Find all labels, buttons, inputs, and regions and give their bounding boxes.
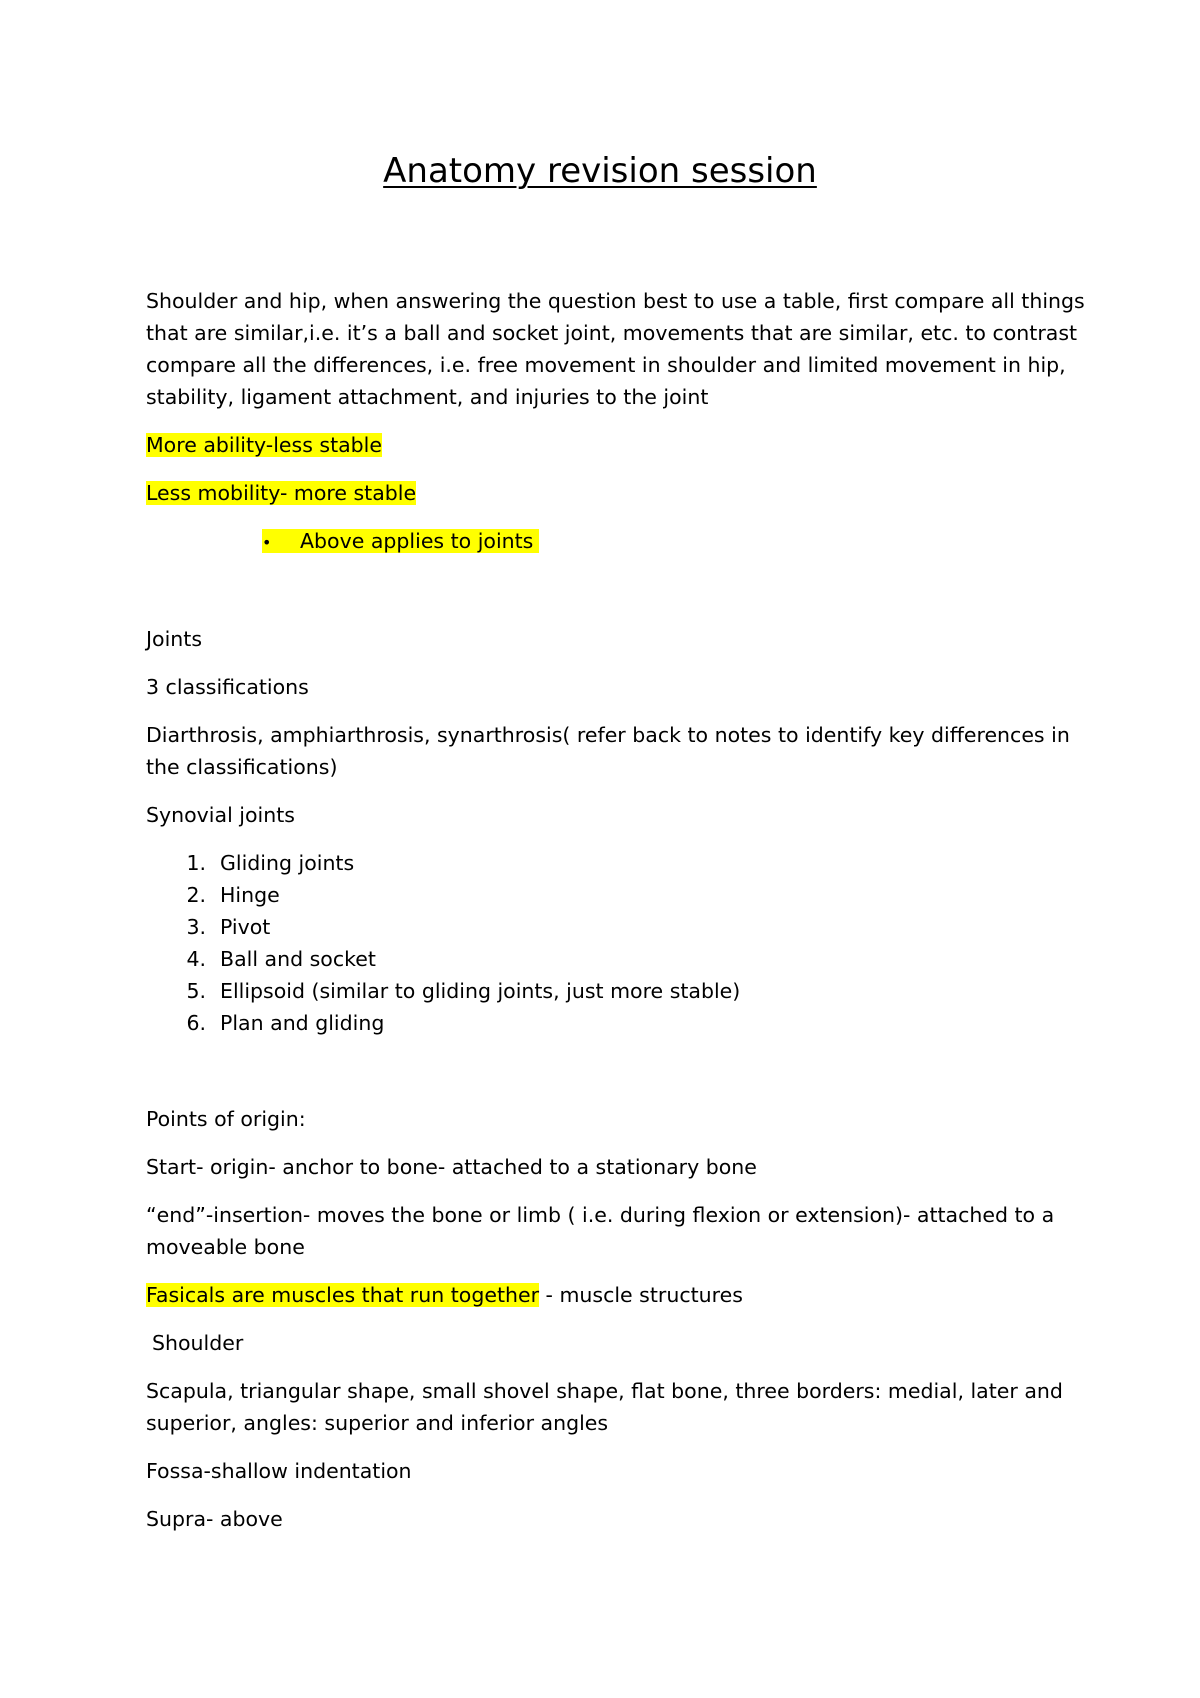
- supra-line: Supra- above: [146, 1507, 283, 1531]
- fascicals-highlight: Fasicals are muscles that run together: [146, 1283, 540, 1307]
- fascicals-rest: - muscle structures: [539, 1283, 743, 1307]
- highlight-line-1: [146, 429, 1086, 461]
- intro-paragraph: Shoulder and hip, when answering the question best to use a table, first compare all things that are similar,i.e. it’s a ball and socket joint, movements that are similar, etc. to contrast compare all the differences, i.e. free movement in shoulder and limited movement in hip, stability, ligament attachment, and injuries to the joint: [146, 289, 1085, 409]
- end-line: “end”-insertion- moves the bone or limb ( i.e. during flexion or extension)- attached to a moveable bone: [146, 1203, 1055, 1259]
- list-text: Plan and gliding: [220, 1011, 385, 1035]
- classifications-detail: Diarthrosis, amphiarthrosis, synarthrosis( refer back to notes to identify key differences in the classifications): [146, 723, 1070, 779]
- highlight-text-2: Less mobility- more stable: [146, 481, 417, 505]
- list-text: Pivot: [220, 915, 271, 939]
- list-item: [146, 1007, 1086, 1039]
- bullet-highlight: [262, 529, 539, 553]
- bullet-item: [146, 525, 1086, 559]
- document-title: Anatomy revision session: [383, 151, 817, 191]
- bullet-icon: •: [262, 533, 272, 552]
- list-text: Ellipsoid (similar to gliding joints, just more stable): [220, 979, 741, 1003]
- shoulder-heading: Shoulder: [152, 1331, 244, 1355]
- fossa-line: Fossa-shallow indentation: [146, 1459, 412, 1483]
- blank-spacer: [146, 575, 1086, 623]
- document-body: [146, 285, 1086, 1551]
- classifications-line: 3 classifications: [146, 675, 309, 699]
- list-number: 3.: [186, 915, 206, 939]
- highlight-text-1: More ability-less stable: [146, 433, 382, 457]
- list-item: [146, 911, 1086, 943]
- points-heading: Points of origin:: [146, 1107, 306, 1131]
- list-item: [146, 847, 1086, 879]
- joints-heading: Joints: [146, 627, 202, 651]
- list-text: Hinge: [220, 883, 280, 907]
- fascicals-line: [146, 1279, 1086, 1311]
- synovial-heading: Synovial joints: [146, 803, 295, 827]
- list-item: [146, 975, 1086, 1007]
- start-line: Start- origin- anchor to bone- attached to a stationary bone: [146, 1155, 757, 1179]
- highlight-line-2: [146, 477, 1086, 509]
- list-item: [146, 879, 1086, 911]
- list-number: 4.: [186, 947, 206, 971]
- list-text: Gliding joints: [220, 851, 355, 875]
- list-number: 6.: [186, 1011, 206, 1035]
- blank-spacer: [146, 1055, 1086, 1103]
- list-text: Ball and socket: [220, 947, 376, 971]
- list-item: [146, 943, 1086, 975]
- list-number: 2.: [186, 883, 206, 907]
- scapula-line: Scapula, triangular shape, small shovel shape, flat bone, three borders: medial, later and superior, angles: superior and inferior angles: [146, 1379, 1063, 1435]
- synovial-list: [146, 847, 1086, 1039]
- list-number: 1.: [186, 851, 206, 875]
- list-number: 5.: [186, 979, 206, 1003]
- bullet-text: Above applies to joints: [300, 529, 534, 553]
